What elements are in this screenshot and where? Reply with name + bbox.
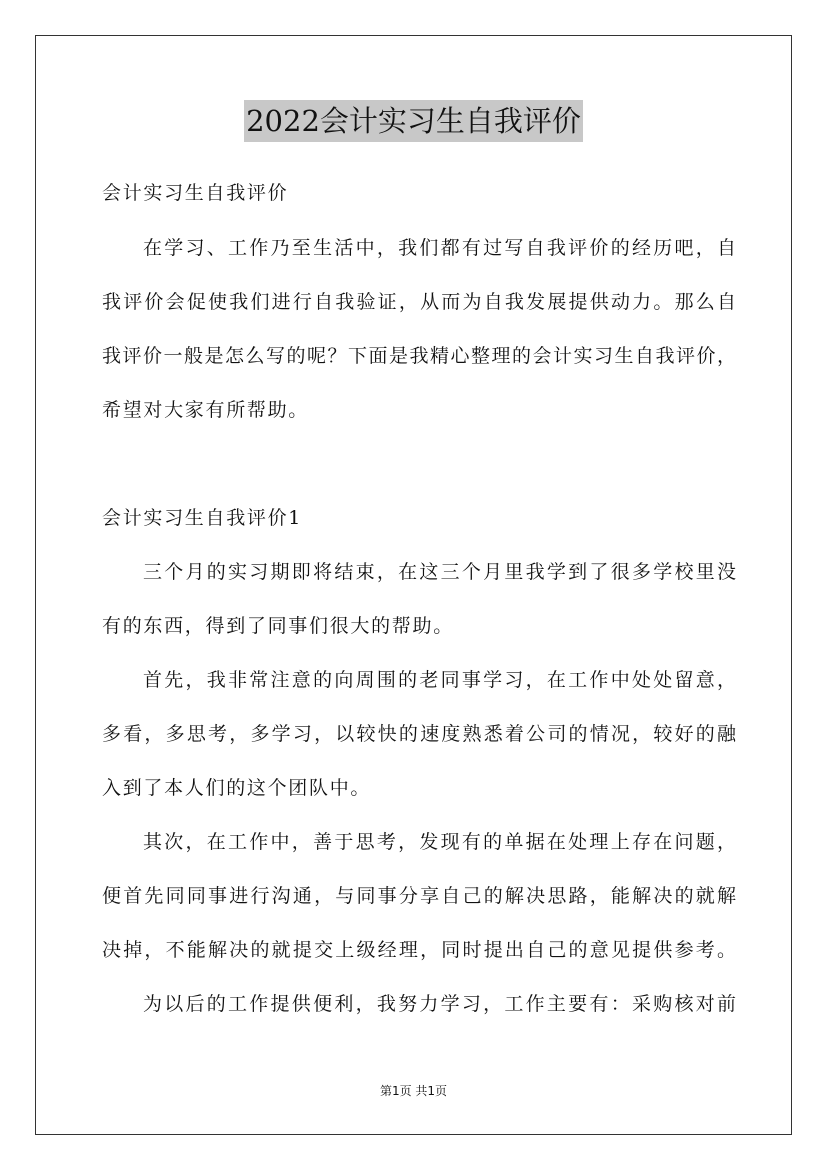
page-footer: 第1页 共1页 [379, 1084, 448, 1098]
paragraph-3-line-1: 其次，在工作中，善于思考，发现有的单据在处理上存在问题， [143, 831, 736, 853]
intro-line-1: 在学习、工作乃至生活中，我们都有过写自我评价的经历吧，自 [143, 237, 736, 259]
section-heading: 会计实习生自我评价1 [102, 507, 303, 529]
intro-line-3: 我评价一般是怎么写的呢？下面是我精心整理的会计实习生自我评价， [102, 345, 736, 367]
intro-line-2: 我评价会促使我们进行自我验证，从而为自我发展提供动力。那么自 [102, 291, 736, 313]
paragraph-1-line-2: 有的东西，得到了同事们很大的帮助。 [102, 615, 454, 637]
paragraph-3-line-2: 便首先同同事进行沟通，与同事分享自己的解决思路，能解决的就解 [102, 885, 736, 907]
paragraph-1-line-1: 三个月的实习期即将结束，在这三个月里我学到了很多学校里没 [143, 561, 736, 583]
paragraph-2-line-3: 入到了本人们的这个团队中。 [102, 777, 372, 799]
title-container [0, 100, 827, 142]
paragraph-2-line-2: 多看，多思考，多学习，以较快的速度熟悉着公司的情况，较好的融 [102, 723, 736, 745]
paragraph-4-line-1: 为以后的工作提供便利，我努力学习，工作主要有：采购核对前 [143, 993, 736, 1015]
paragraph-2-line-1: 首先，我非常注意的向周围的老同事学习，在工作中处处留意， [143, 669, 736, 691]
document-subtitle: 会计实习生自我评价 [102, 182, 289, 204]
intro-line-4: 希望对大家有所帮助。 [102, 399, 310, 421]
document-title: 2022会计实习生自我评价 [244, 100, 583, 142]
paragraph-3-line-3: 决掉，不能解决的就提交上级经理，同时提出自己的意见提供参考。 [102, 939, 736, 961]
